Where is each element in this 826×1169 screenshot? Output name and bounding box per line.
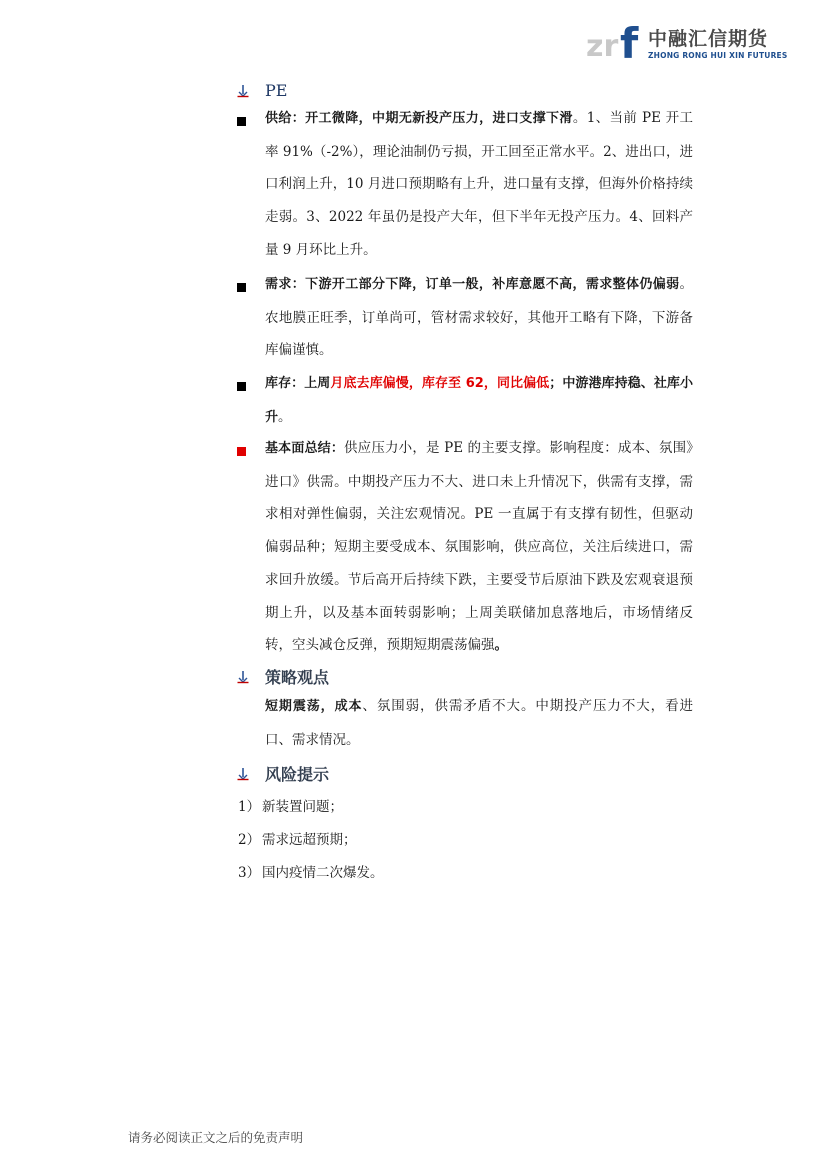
arrow-down-bullet-icon [237, 767, 249, 781]
supply-paragraph [265, 102, 693, 267]
disclaimer-footer: 请务必阅读正文之后的免责声明 [128, 1130, 304, 1145]
svg-text:zr: zr [586, 29, 619, 62]
section-heading-strategy [237, 665, 329, 688]
inventory-tail: ；中游港库持稳、社库小升 [265, 376, 693, 425]
summary-paragraph [265, 432, 693, 663]
supply-body: 。1、当前 PE 开工率 91%（-2%），理论油制仍亏损，开工回至正常水平。2、进出口，进口利润上升，10 月进口预期略有上升，进口量有支撑，但海外价格持续走弱。3、2022 年虽仍是投产大年，但下半年无投产压力。4、回料产量 9 月环比上升。 [265, 110, 693, 258]
inventory-highlight: 月底去库偏慢，库存至 62，同比偏低 [330, 376, 550, 391]
section-title-risk: 风险提示 [265, 765, 330, 784]
square-bullet-icon [237, 283, 246, 292]
zrf-logo-mark-icon [586, 22, 642, 62]
risk-item [238, 795, 343, 815]
inventory-lead: 库存：上周 [265, 376, 331, 391]
section-title-strategy: 策略观点 [265, 668, 330, 687]
summary-body: 供应压力小，是 PE 的主要支撑。影响程度：成本、氛围》进口》供需。中期投产压力不大、进口未上升情况下，供需有支撑，需求相对弹性偏弱，关注宏观情况。PE 一直属于有支撑有韧性，但驱动偏弱品种；短期主要受成本、氛围影响，供应高位，关注后续进口，需求回升放缓。节后高开后持续下跌，主要受节后原油下跌及宏观衰退预期上升，以及基本面转弱影响；上周美联储加息落地后，市场情绪反转，空头减仓反弹，预期短期震荡偏强 [265, 440, 693, 654]
section-title-pe: PE [265, 81, 288, 100]
demand-body: 。农地膜正旺季，订单尚可，管材需求较好，其他开工略有下降，下游备库偏谨慎。 [265, 276, 693, 359]
risk-number: 3） [238, 865, 261, 881]
red-square-bullet-icon [237, 447, 246, 456]
demand-lead: 需求：下游开工部分下降，订单一般，补库意愿不高，需求整体仍偏弱 [265, 277, 680, 292]
logo-chinese-name: 中融汇信期货 [648, 28, 769, 50]
risk-text: 需求远超预期； [262, 832, 357, 848]
arrow-down-bullet-icon [237, 84, 249, 98]
section-heading-risk [237, 762, 329, 785]
risk-number: 1） [238, 799, 261, 815]
section-heading-pe [237, 81, 287, 100]
svg-text:f: f [620, 22, 639, 62]
risk-text: 新装置问题； [262, 799, 343, 815]
inventory-paragraph [265, 367, 693, 434]
summary-end: 。 [494, 638, 508, 654]
company-logo [586, 18, 786, 64]
risk-text: 国内疫情二次爆发。 [262, 865, 384, 881]
strategy-paragraph [265, 690, 693, 756]
summary-lead: 基本面总结： [265, 441, 345, 456]
risk-item [238, 861, 384, 881]
risk-number: 2） [238, 832, 261, 848]
square-bullet-icon [237, 382, 246, 391]
strategy-body: 、氛围弱，供需矛盾不大。中期投产压力不大，看进口、需求情况。 [265, 698, 693, 748]
demand-paragraph [265, 268, 693, 367]
logo-english-name: ZHONG RONG HUI XIN FUTURES [648, 51, 788, 60]
arrow-down-bullet-icon [237, 670, 249, 684]
risk-item [238, 828, 357, 848]
strategy-lead: 短期震荡，成本 [265, 699, 363, 714]
inventory-end: 。 [278, 408, 292, 425]
square-bullet-icon [237, 117, 246, 126]
supply-lead: 供给：开工微降，中期无新投产压力，进口支撑下滑 [265, 111, 573, 126]
